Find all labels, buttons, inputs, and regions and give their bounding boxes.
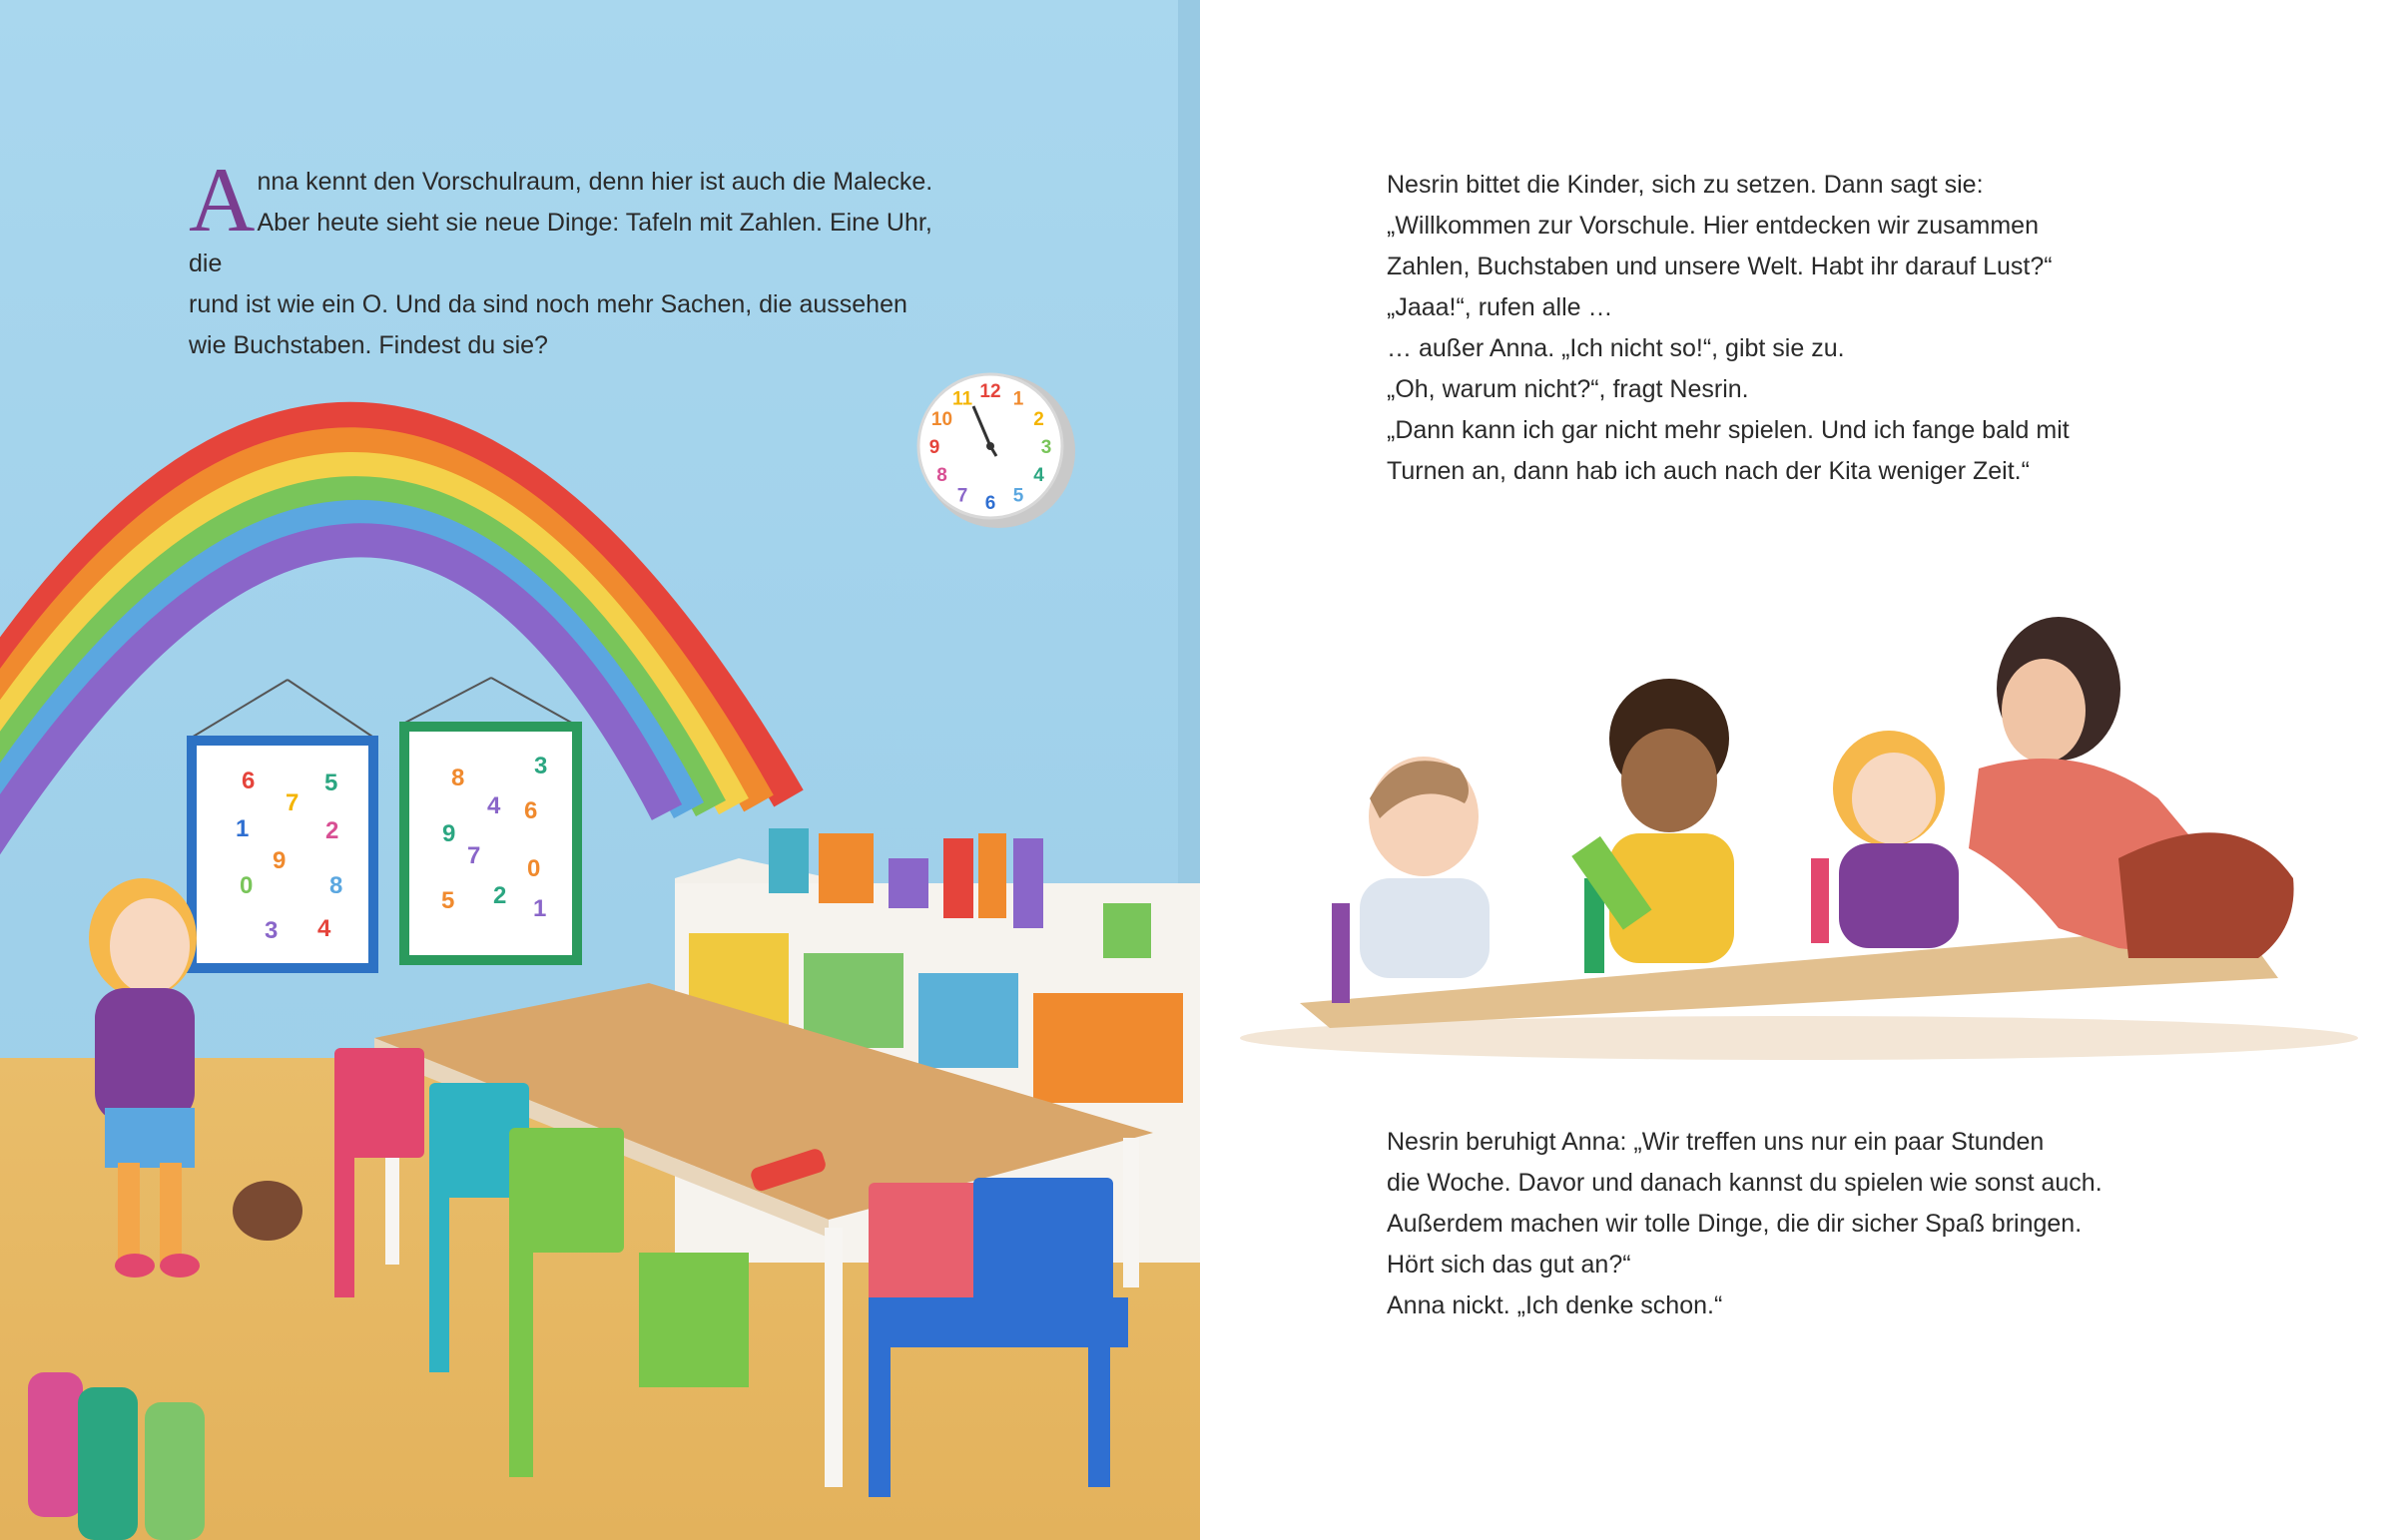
clock-numeral: 7 — [956, 485, 968, 507]
board-number: 1 — [236, 815, 250, 842]
right-page-bottom-text — [1387, 1122, 2185, 1326]
right-top-line-7: „Dann kann ich gar nicht mehr spielen. Und ich fange bald mit — [1387, 416, 2070, 444]
left-page-text — [189, 149, 967, 366]
clock-numeral: 10 — [930, 409, 953, 430]
right-top-line-4: „Jaaa!“, rufen alle … — [1387, 293, 1613, 321]
board-number: 3 — [265, 917, 279, 944]
clock-numeral: 3 — [1040, 437, 1052, 458]
board-number: 9 — [273, 847, 287, 874]
board-number: 0 — [240, 872, 254, 899]
clock-numeral: 4 — [1033, 465, 1044, 486]
left-text-line-2: Aber heute sieht sie neue Dinge: Tafeln mit Zahlen. Eine Uhr, die — [189, 209, 932, 277]
board-number: 2 — [493, 882, 507, 909]
board-number: 5 — [441, 887, 455, 914]
board-number: 4 — [487, 792, 501, 819]
board-number: 5 — [324, 770, 338, 796]
board-number: 8 — [329, 872, 343, 899]
clock-numeral: 5 — [1012, 485, 1024, 507]
right-bottom-line-3: Außerdem machen wir tolle Dinge, die dir sicher Spaß bringen. — [1387, 1210, 2083, 1238]
right-top-line-8: Turnen an, dann hab ich auch nach der Kita weniger Zeit.“ — [1387, 457, 2030, 485]
right-bottom-line-5: Anna nickt. „Ich denke schon.“ — [1387, 1291, 1723, 1319]
board-number: 6 — [524, 797, 538, 824]
dropcap-letter: A — [189, 149, 256, 251]
clock-numeral: 6 — [984, 493, 996, 514]
left-text-line-1: nna kennt den Vorschulraum, denn hier ist auch die Malecke. — [257, 168, 933, 196]
clock-numeral: 2 — [1033, 409, 1044, 430]
right-bottom-line-4: Hört sich das gut an?“ — [1387, 1251, 1631, 1279]
right-page — [1200, 0, 2396, 1540]
girl-anna — [89, 878, 200, 1278]
board-number: 7 — [286, 789, 300, 816]
number-board-right — [399, 678, 582, 965]
clock-numeral: 1 — [1012, 388, 1024, 410]
right-bottom-line-2: die Woche. Davor und danach kannst du spielen wie sonst auch. — [1387, 1169, 2102, 1197]
board-number: 8 — [451, 765, 465, 791]
clock-numeral: 11 — [951, 388, 973, 410]
board-number: 9 — [442, 820, 456, 847]
board-number: 3 — [534, 753, 548, 779]
board-number: 0 — [527, 855, 541, 882]
board-number: 1 — [533, 895, 547, 922]
toy-animal — [233, 1181, 302, 1241]
board-number: 4 — [317, 915, 331, 942]
right-bottom-line-1: Nesrin beruhigt Anna: „Wir treffen uns nur ein paar Stunden — [1387, 1128, 2045, 1156]
clock-numeral: 8 — [936, 465, 947, 486]
clock-numeral: 9 — [928, 437, 940, 458]
right-top-line-1: Nesrin bittet die Kinder, sich zu setzen. Dann sagt sie: — [1387, 171, 1984, 199]
board-number: 7 — [467, 842, 481, 869]
left-text-line-3: rund ist wie ein O. Und da sind noch mehr Sachen, die aussehen — [189, 290, 907, 318]
clock-numeral: 12 — [979, 381, 1001, 402]
left-text-line-4: wie Buchstaben. Findest du sie? — [189, 331, 548, 359]
number-board-left — [187, 680, 378, 973]
right-top-line-3: Zahlen, Buchstaben und unsere Welt. Habt ihr darauf Lust?“ — [1387, 253, 2053, 280]
board-number: 6 — [242, 768, 256, 794]
paint-bottles — [28, 1372, 205, 1540]
board-number: 2 — [325, 817, 339, 844]
right-top-line-2: „Willkommen zur Vorschule. Hier entdecken wir zusammen — [1387, 212, 2039, 240]
right-top-line-6: „Oh, warum nicht?“, fragt Nesrin. — [1387, 375, 1749, 403]
right-top-line-5: … außer Anna. „Ich nicht so!“, gibt sie zu. — [1387, 334, 1845, 362]
rainbow — [0, 419, 789, 918]
